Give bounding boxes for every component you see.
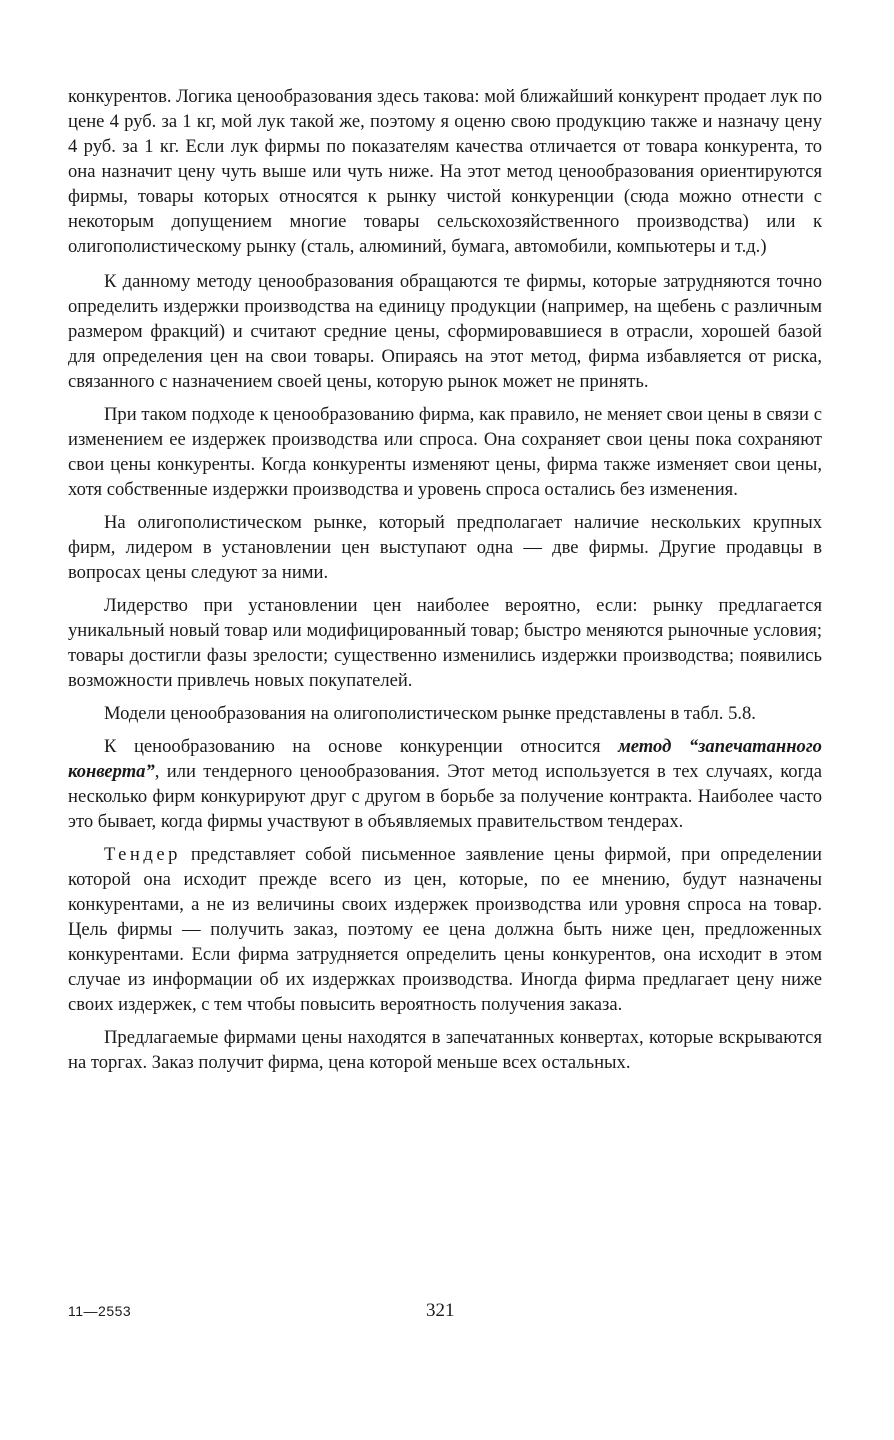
tender-term: Тендер (104, 844, 181, 865)
paragraph-models-reference: Модели ценообразования на олигополистическом рынке представлены в табл. 5.8. (104, 703, 756, 724)
body-text (68, 84, 822, 1083)
paragraph-final: Предлагаемые фирмами цены находятся в запечатанных конвертах, которые вскрываются на торгах. Заказ получит фирма, цена которой меньше всех остальных. (68, 1027, 822, 1073)
signature-code: 11—2553 (68, 1303, 132, 1319)
paragraph-leadership: Лидерство при установлении цен наиболее вероятно, если: рынку предлагается уникальный новый товар или модифицированный товар; быстро меняются рыночные условия; товары достигли фазы зрелости; существенно изменились издержки производства; появились возможности привлечь новых покупателей. (68, 595, 822, 691)
paragraph-continuation: конкурентов. Логика ценообразования здесь такова: мой ближайший конкурент продает лук по цене 4 руб. за 1 кг, мой лук такой же, поэтому я оценю свою продукцию также и назначу цену 4 руб. за 1 кг. Если лук фирмы по показателям качества отличается от товара конкурента, то она назначит цену чуть выше или чуть ниже. На этот метод ценообразования ориентируются фирмы, товары которых относятся к рынку чистой конкуренции (сюда можно отнести с некоторым допущением многие товары сельскохозяйственного производства) или к олигополистическому рынку (сталь, алюминий, бумага, автомобили, компьютеры и т.д.) (68, 86, 822, 257)
paragraph-oligopoly: На олигополистическом рынке, который предполагает наличие нескольких крупных фирм, лидером в установлении цен выступают одна — две фирмы. Другие продавцы в вопросах цены следуют за ними. (68, 512, 822, 583)
tender-definition: представляет собой письменное заявление цены фирмой, при определении которой она исходит прежде всего из цен, которые, по ее мнению, будут назначены конкурентами, а не из величины своих издержек производства или уровня спроса на товар. Цель фирмы — получить заказ, поэтому ее цена должна быть ниже цен, предложенных конкурентами. Если фирма затрудняется определить цены конкурентов, она исходит в этом случае из информации об их издержках производства. Иногда фирма предлагает цену ниже своих издержек, с тем чтобы повысить вероятность получения заказа. (68, 844, 822, 1015)
paragraph-tender (68, 842, 822, 1017)
envelope-text-after: , или тендерного ценообразования. Этот метод используется в тех случаях, когда несколько фирм конкурируют друг с другом в борьбе за получение контракта. Наиболее часто это бывает, когда фирмы участвуют в объявляемых правительством тендерах. (68, 761, 822, 832)
paragraph-price-approach: При таком подходе к ценообразованию фирма, как правило, не меняет свои цены в связи с изменением ее издержек производства или спроса. Она сохраняет свои цены пока сохраняют свои цены конкуренты. Когда конкуренты изменяют цены, фирма также изменяет свои цены, хотя собственные издержки производства и уровень спроса остались без изменения. (68, 404, 822, 500)
paragraph-average-prices: К данному методу ценообразования обращаются те фирмы, которые затрудняются точно определить издержки производства на единицу продукции (например, на щебень с различным размером фракций) и считают средние цены, сформировавшиеся в отрасли, хорошей базой для определения цен на свои товары. Опираясь на этот метод, фирма избавляется от риска, связанного с назначением своей цены, которую рынок может не принять. (68, 271, 822, 392)
page-number: 321 (426, 1300, 455, 1321)
envelope-text-before: К ценообразованию на основе конкуренции относится (104, 736, 619, 757)
paragraph-sealed-envelope (68, 734, 822, 834)
sealed-envelope-term: метод “запечатанного конверта” (68, 736, 822, 782)
